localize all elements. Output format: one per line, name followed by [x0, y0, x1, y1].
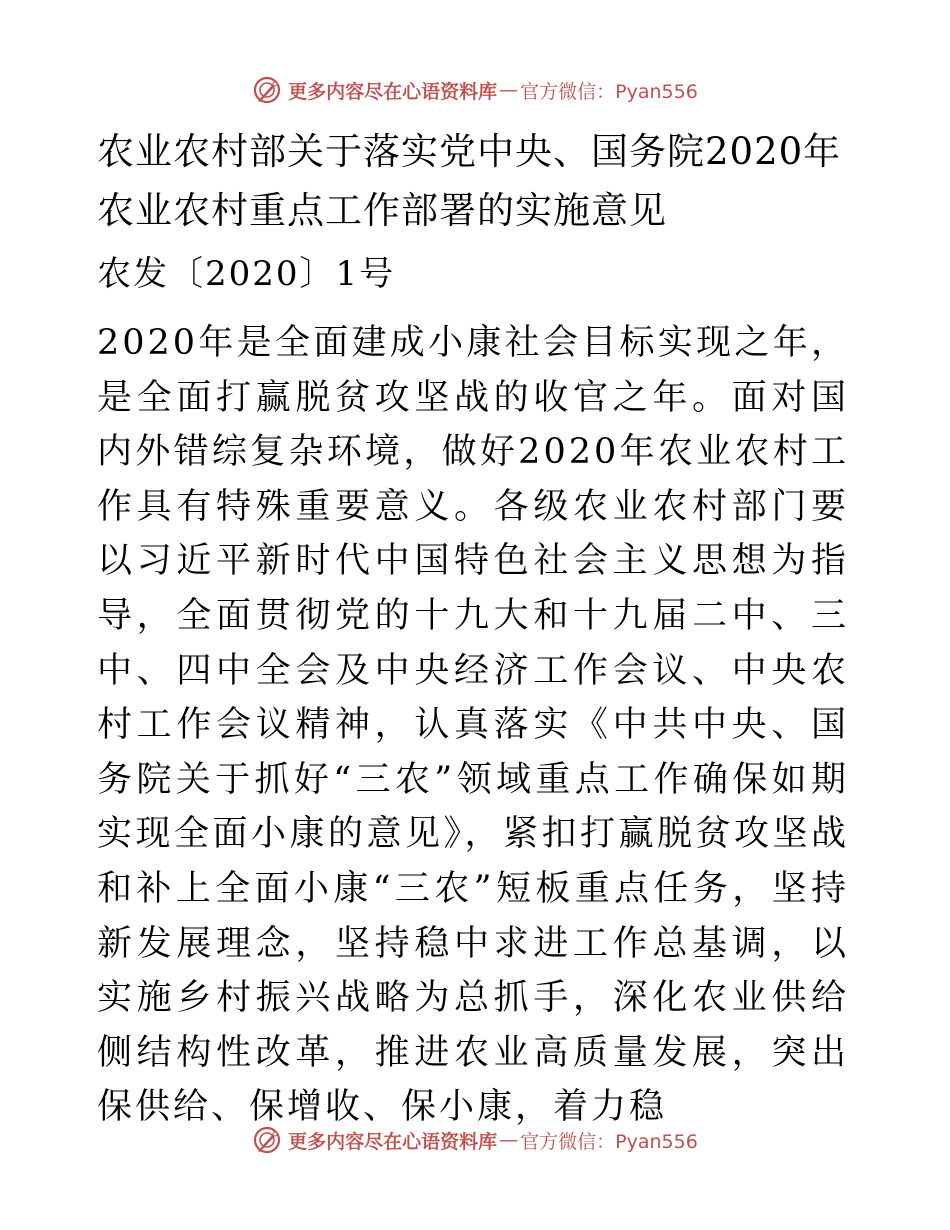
document-number: 农发〔2020〕1号: [97, 254, 396, 294]
document-title: 农业农村部关于落实党中央、国务院2020年农业农村重点工作部署的实施意见: [97, 130, 842, 232]
watermark-wechat: 官方微信：Pyan556: [520, 80, 698, 103]
quill-seal-icon: [252, 75, 282, 105]
watermark-separator: —: [499, 1129, 519, 1151]
quill-seal-icon: [252, 1125, 282, 1155]
header-watermark: [0, 70, 950, 110]
body-paragraph: 2020年是全面建成小康社会目标实现之年，是全面打赢脱贫攻坚战的收官之年。面对国内外错综复杂环境，做好2020年农业农村工作具有特殊重要意义。各级农业农村部门要以习近平新时代中国特色社会主义思想为指导，全面贯彻党的十九大和十九届二中、三中、四中全会及中央经济工作会议、中央农村工作会议精神，认真落实《中共中央、国务院关于抓好“三农”领域重点工作确保如期实现全面小康的意见》，紧扣打赢脱贫攻坚战和补上全面小康“三农”短板重点任务，坚持新发展理念，坚持稳中求进工作总基调，以实施乡村振兴战略为总抓手，深化农业供给侧结构性改革，推进农业高质量发展，突出保供给、保增收、保小康，着力稳: [97, 323, 849, 1128]
watermark-separator: —: [499, 79, 519, 101]
footer-watermark: [0, 1120, 950, 1160]
watermark-wechat: 官方微信：Pyan556: [520, 1130, 698, 1153]
watermark-text: 更多内容尽在心语资料库: [288, 1130, 498, 1153]
document-body: [97, 122, 857, 1135]
watermark-text: 更多内容尽在心语资料库: [288, 80, 498, 103]
